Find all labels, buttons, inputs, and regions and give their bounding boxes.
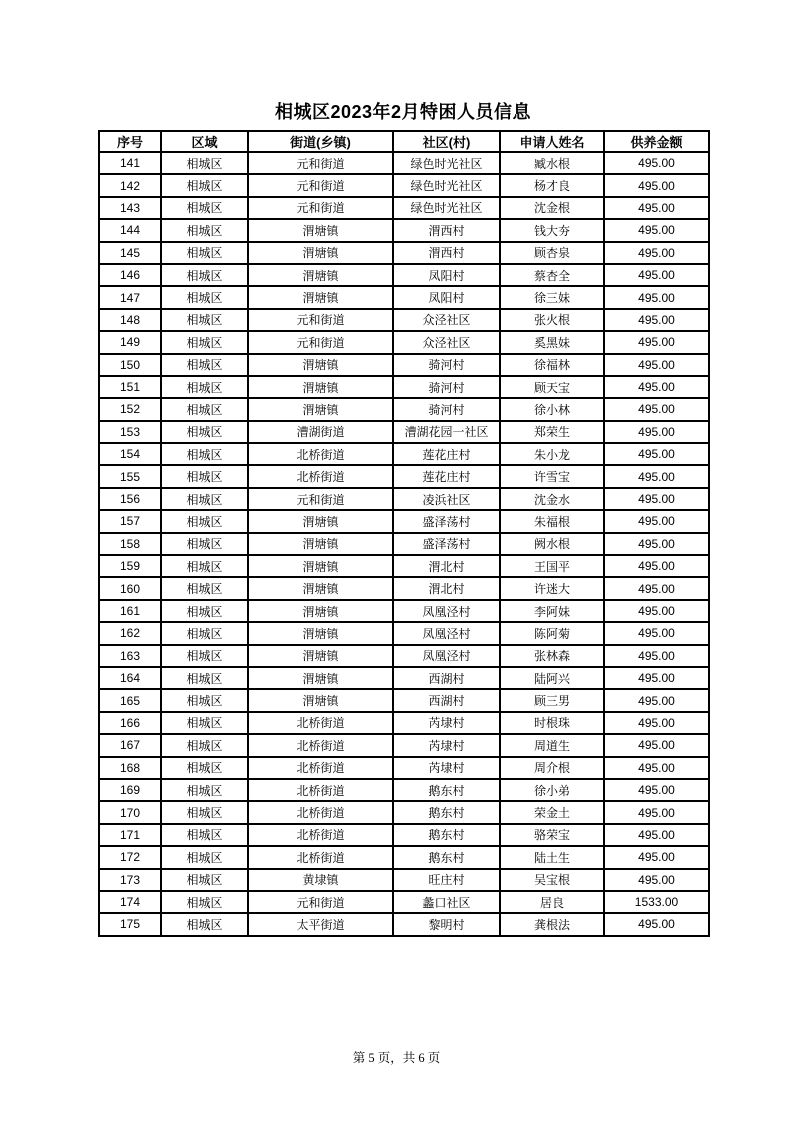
cell-street: 北桥街道 bbox=[248, 779, 393, 801]
cell-region: 相城区 bbox=[161, 645, 248, 667]
cell-community: 骑河村 bbox=[393, 354, 500, 376]
cell-community: 莲花庄村 bbox=[393, 465, 500, 487]
table-row bbox=[99, 219, 709, 241]
cell-community: 盛泽荡村 bbox=[393, 510, 500, 532]
cell-amount: 495.00 bbox=[604, 197, 709, 219]
cell-applicant-name: 周介根 bbox=[500, 757, 604, 779]
cell-street: 北桥街道 bbox=[248, 734, 393, 756]
cell-community: 渭北村 bbox=[393, 577, 500, 599]
cell-applicant-name: 徐福林 bbox=[500, 354, 604, 376]
cell-region: 相城区 bbox=[161, 421, 248, 443]
cell-region: 相城区 bbox=[161, 174, 248, 196]
cell-street: 渭塘镇 bbox=[248, 219, 393, 241]
cell-index: 175 bbox=[99, 913, 161, 935]
cell-applicant-name: 顾杏泉 bbox=[500, 242, 604, 264]
cell-index: 151 bbox=[99, 376, 161, 398]
cell-applicant-name: 朱小龙 bbox=[500, 443, 604, 465]
cell-community: 绿色时光社区 bbox=[393, 174, 500, 196]
header-row bbox=[99, 131, 709, 152]
cell-index: 160 bbox=[99, 577, 161, 599]
cell-street: 元和街道 bbox=[248, 891, 393, 913]
table-row bbox=[99, 421, 709, 443]
cell-applicant-name: 朱福根 bbox=[500, 510, 604, 532]
table-header bbox=[99, 131, 709, 152]
cell-community: 西湖村 bbox=[393, 689, 500, 711]
column-header: 社区(村) bbox=[393, 131, 500, 152]
cell-community: 骑河村 bbox=[393, 398, 500, 420]
cell-amount: 495.00 bbox=[604, 331, 709, 353]
cell-street: 北桥街道 bbox=[248, 712, 393, 734]
cell-community: 凤凰泾村 bbox=[393, 600, 500, 622]
cell-applicant-name: 陆土生 bbox=[500, 846, 604, 868]
cell-amount: 495.00 bbox=[604, 734, 709, 756]
cell-street: 渭塘镇 bbox=[248, 510, 393, 532]
table-row bbox=[99, 757, 709, 779]
table-row bbox=[99, 174, 709, 196]
cell-street: 元和街道 bbox=[248, 309, 393, 331]
cell-amount: 495.00 bbox=[604, 622, 709, 644]
cell-amount: 495.00 bbox=[604, 846, 709, 868]
cell-applicant-name: 吴宝根 bbox=[500, 869, 604, 891]
cell-region: 相城区 bbox=[161, 219, 248, 241]
cell-street: 渭塘镇 bbox=[248, 667, 393, 689]
cell-applicant-name: 荣金土 bbox=[500, 801, 604, 823]
cell-index: 170 bbox=[99, 801, 161, 823]
cell-street: 渭塘镇 bbox=[248, 689, 393, 711]
cell-region: 相城区 bbox=[161, 264, 248, 286]
cell-community: 骑河村 bbox=[393, 376, 500, 398]
cell-community: 鹅东村 bbox=[393, 846, 500, 868]
cell-region: 相城区 bbox=[161, 801, 248, 823]
cell-community: 渭北村 bbox=[393, 555, 500, 577]
cell-index: 144 bbox=[99, 219, 161, 241]
table-row bbox=[99, 264, 709, 286]
cell-applicant-name: 许雪宝 bbox=[500, 465, 604, 487]
column-header: 申请人姓名 bbox=[500, 131, 604, 152]
cell-applicant-name: 李阿妹 bbox=[500, 600, 604, 622]
cell-region: 相城区 bbox=[161, 309, 248, 331]
cell-region: 相城区 bbox=[161, 488, 248, 510]
cell-region: 相城区 bbox=[161, 577, 248, 599]
cell-street: 渭塘镇 bbox=[248, 645, 393, 667]
cell-amount: 495.00 bbox=[604, 869, 709, 891]
cell-index: 156 bbox=[99, 488, 161, 510]
cell-amount: 495.00 bbox=[604, 309, 709, 331]
table-row bbox=[99, 645, 709, 667]
cell-street: 太平街道 bbox=[248, 913, 393, 935]
table-row bbox=[99, 286, 709, 308]
cell-index: 162 bbox=[99, 622, 161, 644]
table-row bbox=[99, 824, 709, 846]
cell-region: 相城区 bbox=[161, 443, 248, 465]
table-row bbox=[99, 846, 709, 868]
cell-community: 凤阳村 bbox=[393, 264, 500, 286]
cell-index: 165 bbox=[99, 689, 161, 711]
cell-amount: 495.00 bbox=[604, 219, 709, 241]
cell-street: 渭塘镇 bbox=[248, 577, 393, 599]
cell-region: 相城区 bbox=[161, 331, 248, 353]
cell-community: 鹅东村 bbox=[393, 824, 500, 846]
cell-applicant-name: 阙水根 bbox=[500, 533, 604, 555]
table-row bbox=[99, 689, 709, 711]
cell-community: 芮埭村 bbox=[393, 734, 500, 756]
cell-region: 相城区 bbox=[161, 667, 248, 689]
cell-applicant-name: 王国平 bbox=[500, 555, 604, 577]
cell-amount: 1533.00 bbox=[604, 891, 709, 913]
cell-region: 相城区 bbox=[161, 712, 248, 734]
cell-index: 145 bbox=[99, 242, 161, 264]
cell-community: 凤凰泾村 bbox=[393, 622, 500, 644]
cell-street: 渭塘镇 bbox=[248, 600, 393, 622]
cell-applicant-name: 陈阿菊 bbox=[500, 622, 604, 644]
cell-applicant-name: 徐小林 bbox=[500, 398, 604, 420]
table-row bbox=[99, 376, 709, 398]
cell-community: 鹅东村 bbox=[393, 779, 500, 801]
cell-region: 相城区 bbox=[161, 510, 248, 532]
persons-table bbox=[98, 130, 710, 937]
cell-community: 盛泽荡村 bbox=[393, 533, 500, 555]
table-row bbox=[99, 443, 709, 465]
page-number: 第 5 页，共 6 页 bbox=[352, 1051, 441, 1065]
cell-community: 渭西村 bbox=[393, 242, 500, 264]
table-row bbox=[99, 398, 709, 420]
cell-applicant-name: 张火根 bbox=[500, 309, 604, 331]
cell-applicant-name: 顾三男 bbox=[500, 689, 604, 711]
table-row bbox=[99, 510, 709, 532]
cell-street: 渭塘镇 bbox=[248, 264, 393, 286]
cell-amount: 495.00 bbox=[604, 913, 709, 935]
table-row bbox=[99, 331, 709, 353]
cell-amount: 495.00 bbox=[604, 555, 709, 577]
cell-region: 相城区 bbox=[161, 734, 248, 756]
table-row bbox=[99, 533, 709, 555]
cell-applicant-name: 臧水根 bbox=[500, 152, 604, 174]
cell-street: 北桥街道 bbox=[248, 757, 393, 779]
cell-street: 元和街道 bbox=[248, 197, 393, 219]
cell-region: 相城区 bbox=[161, 376, 248, 398]
table-row bbox=[99, 577, 709, 599]
cell-street: 渭塘镇 bbox=[248, 242, 393, 264]
cell-street: 北桥街道 bbox=[248, 824, 393, 846]
cell-street: 渭塘镇 bbox=[248, 555, 393, 577]
cell-street: 元和街道 bbox=[248, 331, 393, 353]
cell-applicant-name: 许迷大 bbox=[500, 577, 604, 599]
cell-community: 芮埭村 bbox=[393, 712, 500, 734]
cell-amount: 495.00 bbox=[604, 152, 709, 174]
table-row bbox=[99, 779, 709, 801]
cell-region: 相城区 bbox=[161, 913, 248, 935]
cell-index: 142 bbox=[99, 174, 161, 196]
cell-index: 161 bbox=[99, 600, 161, 622]
table-row bbox=[99, 488, 709, 510]
cell-region: 相城区 bbox=[161, 600, 248, 622]
cell-applicant-name: 徐三妹 bbox=[500, 286, 604, 308]
table-row bbox=[99, 600, 709, 622]
table-row bbox=[99, 712, 709, 734]
cell-index: 159 bbox=[99, 555, 161, 577]
cell-index: 150 bbox=[99, 354, 161, 376]
cell-index: 155 bbox=[99, 465, 161, 487]
cell-street: 北桥街道 bbox=[248, 801, 393, 823]
column-header: 区域 bbox=[161, 131, 248, 152]
cell-amount: 495.00 bbox=[604, 421, 709, 443]
cell-street: 元和街道 bbox=[248, 174, 393, 196]
cell-applicant-name: 郑荣生 bbox=[500, 421, 604, 443]
cell-applicant-name: 蔡杏全 bbox=[500, 264, 604, 286]
cell-amount: 495.00 bbox=[604, 443, 709, 465]
cell-region: 相城区 bbox=[161, 354, 248, 376]
cell-community: 凌浜社区 bbox=[393, 488, 500, 510]
cell-amount: 495.00 bbox=[604, 577, 709, 599]
cell-region: 相城区 bbox=[161, 689, 248, 711]
cell-applicant-name: 周道生 bbox=[500, 734, 604, 756]
cell-street: 黄埭镇 bbox=[248, 869, 393, 891]
cell-index: 146 bbox=[99, 264, 161, 286]
table-row bbox=[99, 891, 709, 913]
table-row bbox=[99, 869, 709, 891]
cell-amount: 495.00 bbox=[604, 465, 709, 487]
cell-applicant-name: 居良 bbox=[500, 891, 604, 913]
table-row bbox=[99, 197, 709, 219]
table-row bbox=[99, 465, 709, 487]
cell-applicant-name: 奚黑妹 bbox=[500, 331, 604, 353]
cell-community: 绿色时光社区 bbox=[393, 152, 500, 174]
cell-region: 相城区 bbox=[161, 242, 248, 264]
cell-community: 漕湖花园一社区 bbox=[393, 421, 500, 443]
cell-amount: 495.00 bbox=[604, 354, 709, 376]
cell-street: 渭塘镇 bbox=[248, 286, 393, 308]
cell-amount: 495.00 bbox=[604, 779, 709, 801]
cell-index: 149 bbox=[99, 331, 161, 353]
cell-street: 北桥街道 bbox=[248, 846, 393, 868]
cell-region: 相城区 bbox=[161, 757, 248, 779]
cell-index: 148 bbox=[99, 309, 161, 331]
cell-amount: 495.00 bbox=[604, 645, 709, 667]
cell-amount: 495.00 bbox=[604, 376, 709, 398]
cell-street: 北桥街道 bbox=[248, 443, 393, 465]
table-row bbox=[99, 309, 709, 331]
cell-community: 芮埭村 bbox=[393, 757, 500, 779]
cell-amount: 495.00 bbox=[604, 510, 709, 532]
cell-applicant-name: 骆荣宝 bbox=[500, 824, 604, 846]
cell-street: 渭塘镇 bbox=[248, 622, 393, 644]
cell-index: 143 bbox=[99, 197, 161, 219]
cell-index: 152 bbox=[99, 398, 161, 420]
cell-amount: 495.00 bbox=[604, 242, 709, 264]
cell-street: 渭塘镇 bbox=[248, 398, 393, 420]
cell-street: 渭塘镇 bbox=[248, 533, 393, 555]
cell-index: 147 bbox=[99, 286, 161, 308]
cell-region: 相城区 bbox=[161, 197, 248, 219]
cell-index: 141 bbox=[99, 152, 161, 174]
cell-index: 157 bbox=[99, 510, 161, 532]
cell-community: 黎明村 bbox=[393, 913, 500, 935]
cell-street: 元和街道 bbox=[248, 488, 393, 510]
page-title: 相城区2023年2月特困人员信息 bbox=[274, 102, 532, 122]
column-header: 供养金额 bbox=[604, 131, 709, 152]
column-header: 街道(乡镇) bbox=[248, 131, 393, 152]
cell-index: 166 bbox=[99, 712, 161, 734]
cell-index: 158 bbox=[99, 533, 161, 555]
cell-street: 元和街道 bbox=[248, 152, 393, 174]
cell-region: 相城区 bbox=[161, 846, 248, 868]
cell-amount: 495.00 bbox=[604, 398, 709, 420]
cell-community: 渭西村 bbox=[393, 219, 500, 241]
cell-applicant-name: 钱大夯 bbox=[500, 219, 604, 241]
cell-community: 绿色时光社区 bbox=[393, 197, 500, 219]
cell-amount: 495.00 bbox=[604, 174, 709, 196]
cell-region: 相城区 bbox=[161, 152, 248, 174]
cell-index: 163 bbox=[99, 645, 161, 667]
cell-street: 漕湖街道 bbox=[248, 421, 393, 443]
cell-community: 凤阳村 bbox=[393, 286, 500, 308]
cell-applicant-name: 时根珠 bbox=[500, 712, 604, 734]
cell-region: 相城区 bbox=[161, 779, 248, 801]
cell-index: 174 bbox=[99, 891, 161, 913]
cell-applicant-name: 徐小弟 bbox=[500, 779, 604, 801]
cell-region: 相城区 bbox=[161, 555, 248, 577]
cell-amount: 495.00 bbox=[604, 264, 709, 286]
cell-index: 173 bbox=[99, 869, 161, 891]
cell-region: 相城区 bbox=[161, 533, 248, 555]
table-row bbox=[99, 152, 709, 174]
table-row bbox=[99, 734, 709, 756]
table-row bbox=[99, 622, 709, 644]
cell-amount: 495.00 bbox=[604, 824, 709, 846]
cell-index: 154 bbox=[99, 443, 161, 465]
cell-amount: 495.00 bbox=[604, 533, 709, 555]
cell-region: 相城区 bbox=[161, 622, 248, 644]
table-row bbox=[99, 667, 709, 689]
cell-amount: 495.00 bbox=[604, 488, 709, 510]
cell-amount: 495.00 bbox=[604, 801, 709, 823]
cell-amount: 495.00 bbox=[604, 286, 709, 308]
cell-applicant-name: 陆阿兴 bbox=[500, 667, 604, 689]
cell-region: 相城区 bbox=[161, 869, 248, 891]
cell-index: 168 bbox=[99, 757, 161, 779]
cell-region: 相城区 bbox=[161, 824, 248, 846]
table-row bbox=[99, 242, 709, 264]
cell-applicant-name: 龚根法 bbox=[500, 913, 604, 935]
cell-region: 相城区 bbox=[161, 891, 248, 913]
cell-index: 164 bbox=[99, 667, 161, 689]
table-row bbox=[99, 913, 709, 935]
cell-applicant-name: 沈金水 bbox=[500, 488, 604, 510]
cell-community: 凤凰泾村 bbox=[393, 645, 500, 667]
cell-index: 171 bbox=[99, 824, 161, 846]
cell-region: 相城区 bbox=[161, 286, 248, 308]
column-header: 序号 bbox=[99, 131, 161, 152]
cell-index: 172 bbox=[99, 846, 161, 868]
cell-community: 西湖村 bbox=[393, 667, 500, 689]
cell-applicant-name: 杨才良 bbox=[500, 174, 604, 196]
cell-community: 莲花庄村 bbox=[393, 443, 500, 465]
cell-community: 旺庄村 bbox=[393, 869, 500, 891]
cell-amount: 495.00 bbox=[604, 600, 709, 622]
cell-index: 167 bbox=[99, 734, 161, 756]
cell-street: 渭塘镇 bbox=[248, 376, 393, 398]
cell-region: 相城区 bbox=[161, 465, 248, 487]
cell-amount: 495.00 bbox=[604, 667, 709, 689]
cell-street: 渭塘镇 bbox=[248, 354, 393, 376]
cell-community: 蠡口社区 bbox=[393, 891, 500, 913]
cell-applicant-name: 顾天宝 bbox=[500, 376, 604, 398]
cell-amount: 495.00 bbox=[604, 689, 709, 711]
cell-applicant-name: 沈金根 bbox=[500, 197, 604, 219]
cell-community: 众泾社区 bbox=[393, 309, 500, 331]
table-body bbox=[99, 152, 709, 936]
cell-amount: 495.00 bbox=[604, 712, 709, 734]
cell-street: 北桥街道 bbox=[248, 465, 393, 487]
table-row bbox=[99, 801, 709, 823]
table-row bbox=[99, 555, 709, 577]
cell-community: 众泾社区 bbox=[393, 331, 500, 353]
cell-index: 153 bbox=[99, 421, 161, 443]
cell-amount: 495.00 bbox=[604, 757, 709, 779]
table-row bbox=[99, 354, 709, 376]
cell-community: 鹅东村 bbox=[393, 801, 500, 823]
cell-region: 相城区 bbox=[161, 398, 248, 420]
cell-applicant-name: 张林森 bbox=[500, 645, 604, 667]
cell-index: 169 bbox=[99, 779, 161, 801]
